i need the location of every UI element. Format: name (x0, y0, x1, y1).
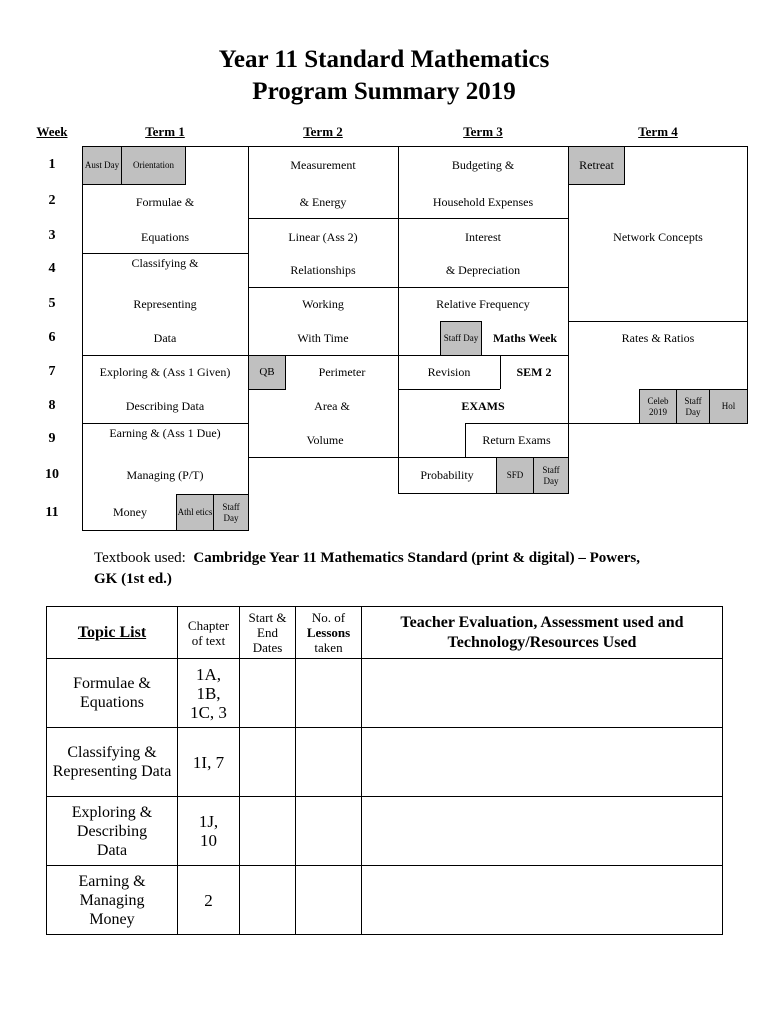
depreciation-label: & Depreciation (445, 263, 521, 277)
revision-label: Revision (427, 365, 471, 379)
topic-cell: Classifying & Representing Data (47, 728, 178, 797)
week-number: 7 (48, 364, 56, 379)
staff-day-cell: Staff Day (213, 494, 249, 531)
week-number: 4 (48, 261, 56, 276)
classifying-label: Classifying & (131, 256, 199, 270)
volume-label: Volume (306, 433, 344, 447)
week-number: 1 (48, 157, 56, 172)
page-title-line-2: Program Summary 2019 (252, 78, 516, 105)
staff-day-cell: Staff Day (533, 457, 569, 494)
qb-cell: QB (248, 355, 286, 390)
representing-label: Representing (133, 297, 197, 311)
staff-day-cell: Staff Day (676, 389, 710, 424)
dates-cell (240, 866, 296, 935)
week-number: 10 (45, 467, 59, 482)
maths-week-label: Maths Week (492, 331, 558, 345)
dates-cell (240, 659, 296, 728)
evaluation-cell (362, 728, 723, 797)
relationships-label: Relationships (290, 263, 356, 277)
with-time-label: With Time (297, 331, 349, 345)
table-row (47, 659, 723, 728)
week-number: 2 (48, 193, 56, 208)
term-2-header: Term 2 (303, 124, 343, 139)
week-number: 11 (45, 505, 59, 520)
sem2-label: SEM 2 (516, 365, 552, 379)
textbook-prefix: Textbook used: (94, 550, 186, 566)
lessons-cell (296, 728, 362, 797)
perimeter-label: Perimeter (318, 365, 366, 379)
sfd-cell: SFD (496, 457, 534, 494)
exams-label: EXAMS (461, 399, 505, 413)
earning-label: Earning & (Ass 1 Due) (109, 426, 221, 440)
page-title-line-1: Year 11 Standard Mathematics (218, 46, 550, 73)
evaluation-cell (362, 797, 723, 866)
chapter-cell: 1A, 1B, 1C, 3 (178, 659, 240, 728)
lessons-cell (296, 797, 362, 866)
formulae-label: Formulae & (135, 195, 195, 209)
evaluation-cell (362, 659, 723, 728)
lessons-header: No. of Lessons taken (296, 607, 362, 659)
return-exams-label: Return Exams (482, 433, 551, 447)
term-4-header: Term 4 (638, 124, 678, 139)
linear-label: Linear (Ass 2) (288, 230, 358, 244)
household-label: Household Expenses (432, 195, 534, 209)
week-number: 5 (48, 296, 56, 311)
evaluation-cell (362, 866, 723, 935)
rates-ratios-label: Rates & Ratios (621, 331, 695, 345)
aust-day-cell: Aust Day (82, 146, 122, 185)
probability-label: Probability (420, 468, 474, 482)
network-concepts-label: Network Concepts (613, 230, 703, 244)
dates-cell (240, 728, 296, 797)
dates-cell (240, 797, 296, 866)
textbook-title: Cambridge Year 11 Mathematics Standard (print & digital) – Powers, GK (1st ed.) (94, 550, 640, 587)
term-3-header: Term 3 (463, 124, 503, 139)
athletics-cell: Athl etics (176, 494, 214, 531)
managing-label: Managing (P/T) (126, 468, 204, 482)
week-number: 9 (48, 431, 56, 446)
chapter-header: Chapter of text (178, 607, 240, 659)
money-label: Money (113, 505, 147, 519)
term-1-header: Term 1 (145, 124, 185, 139)
staff-day-cell: Staff Day (440, 321, 482, 356)
week-number: 8 (48, 398, 56, 413)
textbook-note (94, 548, 654, 590)
week-number: 3 (48, 228, 56, 243)
dates-header: Start & End Dates (240, 607, 296, 659)
hol-cell: Hol (709, 389, 748, 424)
chapter-cell: 1J, 10 (178, 797, 240, 866)
retreat-cell: Retreat (568, 146, 625, 185)
lessons-cell (296, 659, 362, 728)
relative-frequency-label: Relative Frequency (436, 297, 530, 311)
budgeting-label: Budgeting & (451, 158, 515, 172)
evaluation-header: Teacher Evaluation, Assessment used and Technology/Resources Used (362, 607, 723, 659)
topic-list-header: Topic List (47, 607, 178, 659)
topic-cell: Exploring & Describing Data (47, 797, 178, 866)
chapter-cell: 1I, 7 (178, 728, 240, 797)
table-row (47, 797, 723, 866)
orientation-cell: Orientation (121, 146, 186, 185)
celeb-cell: Celeb 2019 (639, 389, 677, 424)
week-header: Week (36, 124, 68, 139)
measurement-label: Measurement (290, 158, 356, 172)
topic-cell: Formulae & Equations (47, 659, 178, 728)
topics-table (46, 606, 723, 935)
lessons-cell (296, 866, 362, 935)
week-number: 6 (48, 330, 56, 345)
energy-label: & Energy (299, 195, 347, 209)
equations-label: Equations (141, 230, 189, 244)
table-row (47, 866, 723, 935)
working-label: Working (302, 297, 344, 311)
area-label: Area & (314, 399, 350, 413)
chapter-cell: 2 (178, 866, 240, 935)
data-label: Data (153, 331, 177, 345)
topic-cell: Earning & Managing Money (47, 866, 178, 935)
describing-label: Describing Data (125, 399, 205, 413)
exploring-label: Exploring & (Ass 1 Given) (99, 365, 231, 379)
table-row (47, 728, 723, 797)
interest-label: Interest (465, 230, 501, 244)
